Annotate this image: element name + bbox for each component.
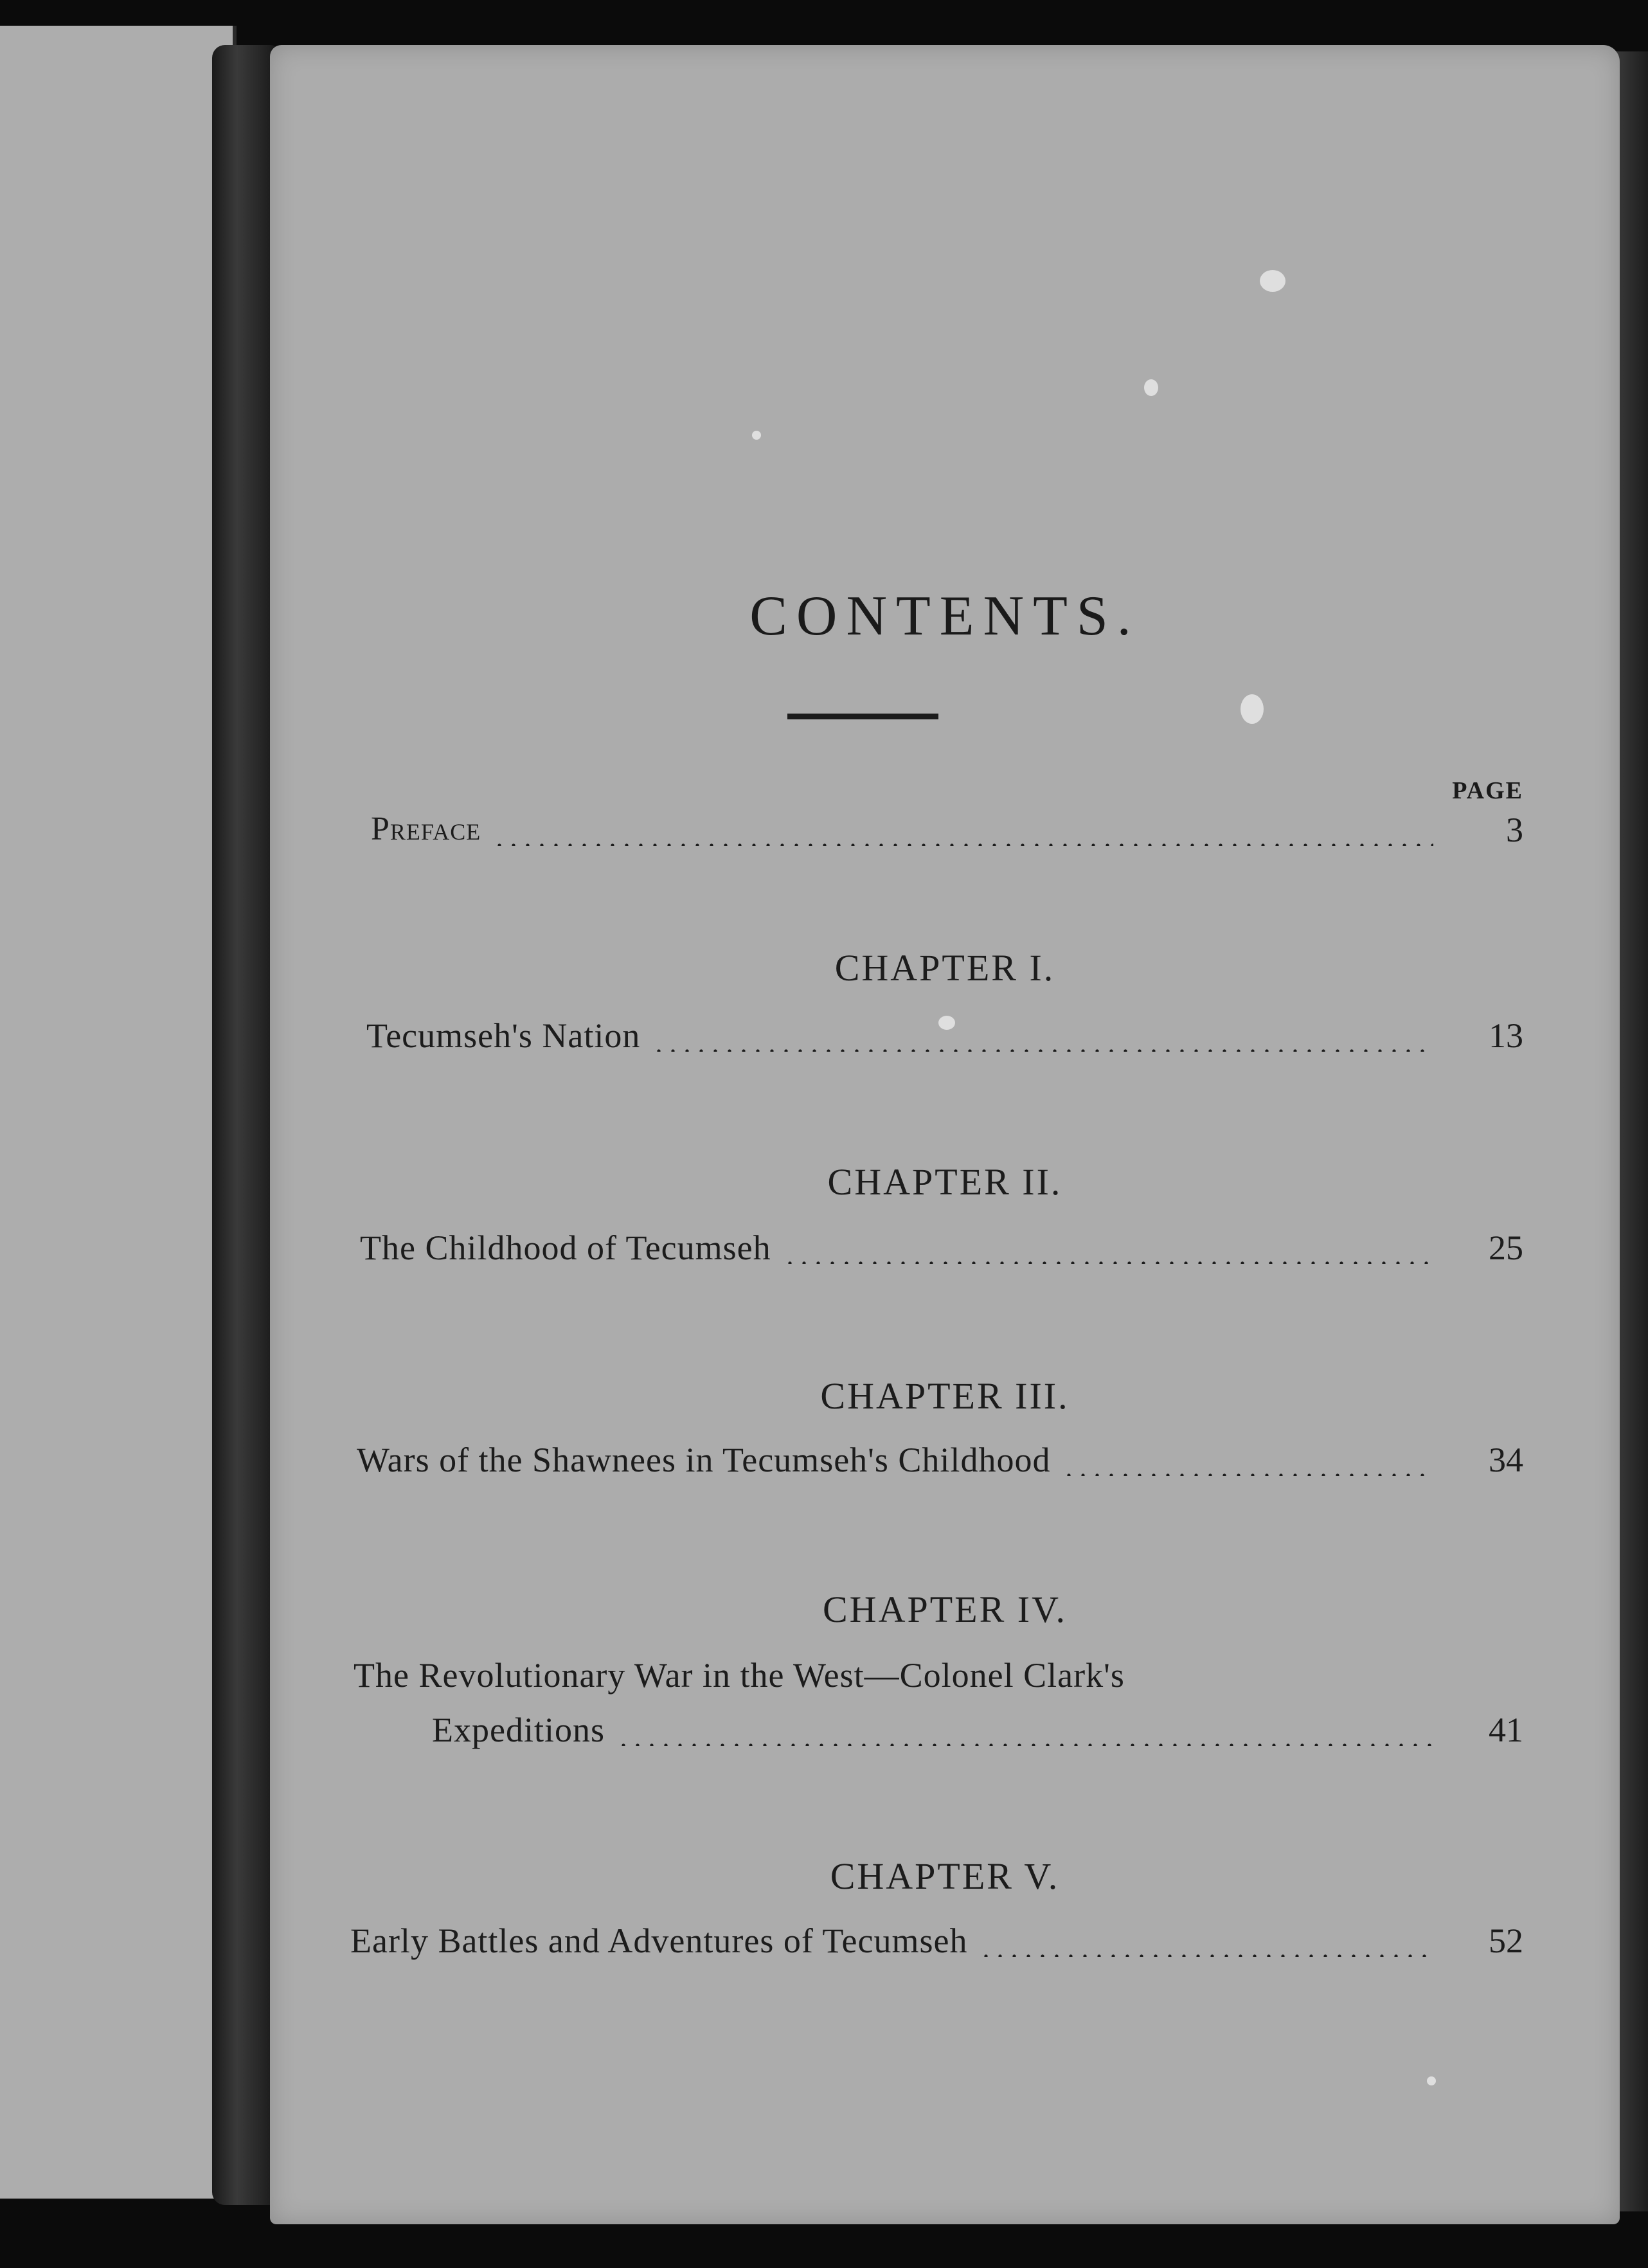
toc-entry-preface <box>270 810 1620 861</box>
toc-entry-chapter-4 <box>270 1710 1620 1761</box>
paper-speck <box>1427 2076 1436 2085</box>
entry-title-line-2: Expeditions <box>432 1711 605 1749</box>
page-column-label: PAGE <box>1452 777 1523 804</box>
entry-title: Early Battles and Adventures of Tecumseh <box>350 1922 968 1960</box>
paper-speck <box>1144 379 1158 396</box>
chapter-heading: CHAPTER I. <box>834 947 1055 989</box>
toc-entry-chapter-1 <box>270 1016 1620 1067</box>
dot-leader <box>783 1261 1433 1264</box>
entry-page-number: 3 <box>1506 811 1523 849</box>
entry-title-line-1: The Revolutionary War in the West—Colonel Clark's <box>354 1656 1125 1695</box>
chapter-heading: CHAPTER III. <box>820 1375 1070 1417</box>
entry-title: Wars of the Shawnees in Tecumseh's Childhood <box>357 1441 1051 1479</box>
contents-page <box>270 45 1620 2224</box>
chapter-heading: CHAPTER IV. <box>823 1589 1067 1630</box>
entry-title: Tecumseh's Nation <box>366 1016 641 1055</box>
dot-leader <box>979 1954 1433 1957</box>
entry-page-number: 52 <box>1489 1922 1523 1960</box>
toc-entry-chapter-5 <box>270 1921 1620 1972</box>
paper-speck <box>1260 270 1285 292</box>
left-facing-page <box>0 26 237 2199</box>
chapter-heading: CHAPTER V. <box>830 1855 1060 1897</box>
entry-title: The Childhood of Tecumseh <box>360 1228 771 1267</box>
paper-speck <box>752 431 761 440</box>
dot-leader <box>616 1743 1433 1746</box>
toc-entry-chapter-2 <box>270 1228 1620 1279</box>
toc-entry-chapter-3 <box>270 1440 1620 1491</box>
entry-page-number: 25 <box>1489 1228 1523 1267</box>
title-rule <box>787 714 938 719</box>
entry-page-number: 34 <box>1489 1441 1523 1479</box>
chapter-heading: CHAPTER II. <box>827 1161 1062 1203</box>
entry-page-number: 13 <box>1489 1016 1523 1055</box>
dot-leader <box>492 843 1433 846</box>
entry-title: Preface <box>371 811 481 847</box>
dot-leader <box>652 1049 1433 1052</box>
dot-leader <box>1062 1473 1433 1476</box>
paper-speck <box>1240 694 1264 724</box>
contents-title: CONTENTS. <box>749 585 1140 647</box>
entry-page-number: 41 <box>1489 1711 1523 1749</box>
